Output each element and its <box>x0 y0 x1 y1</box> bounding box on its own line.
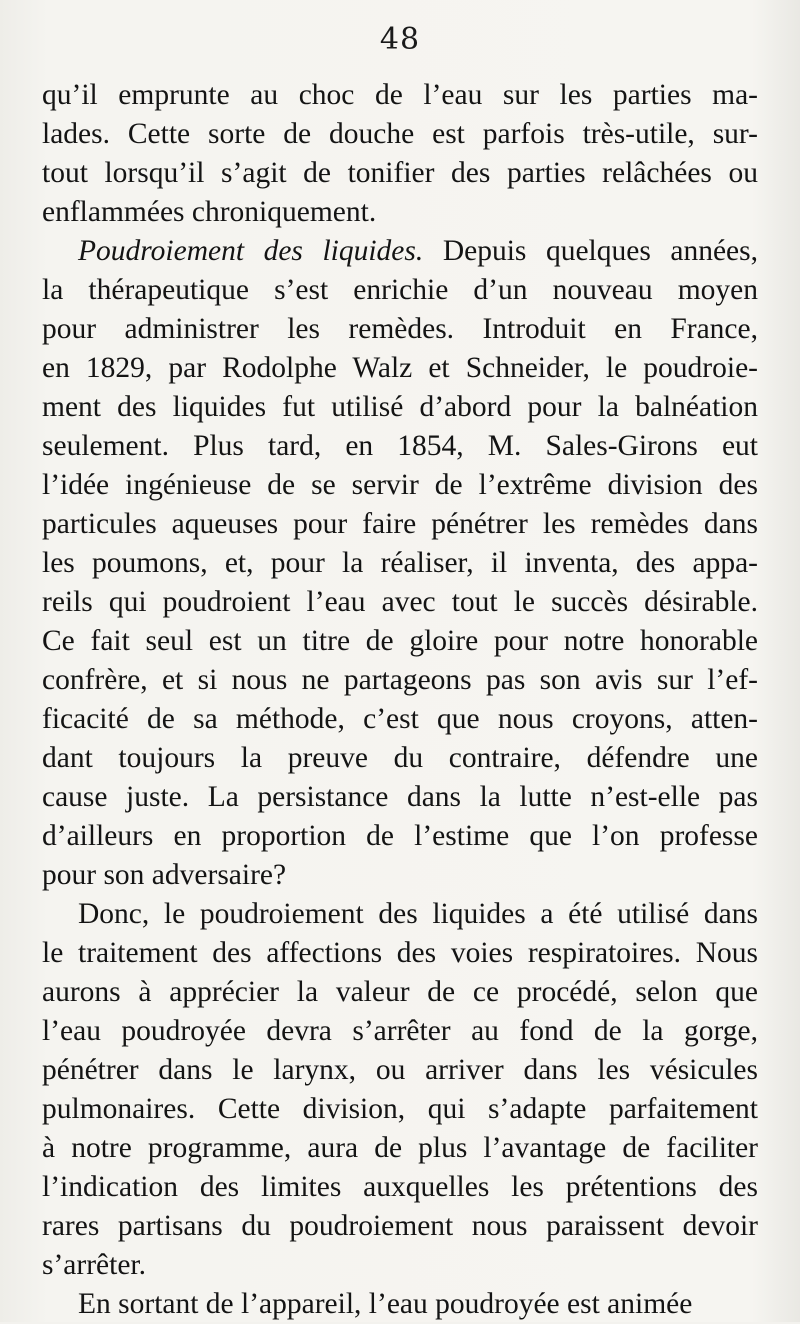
text-line: pour son adversaire? <box>42 859 287 891</box>
text-line: ment des liquides fut utilisé d’abord pour la balnéation <box>42 391 758 423</box>
text-fragment: Depuis quelques années, <box>423 235 758 267</box>
text-line: à notre programme, aura de plus l’avantage de faciliter <box>42 1132 758 1164</box>
text-line: pulmonaires. Cette division, qui s’adapte parfaitement <box>42 1093 758 1125</box>
paragraph-first-line <box>42 232 758 271</box>
text-line: Ce fait seul est un titre de gloire pour notre honorable <box>42 625 758 657</box>
body-text <box>42 76 758 1324</box>
text-line: seulement. Plus tard, en 1854, M. Sales-Girons eut <box>42 430 758 462</box>
text-line: dant toujours la preuve du contraire, défendre une <box>42 742 758 774</box>
text-line: particules aqueuses pour faire pénétrer les remèdes dans <box>42 508 758 540</box>
page-number: 48 <box>379 22 421 57</box>
text-line: en 1829, par Rodolphe Walz et Schneider, le poudroie- <box>42 352 758 384</box>
text-line: rares partisans du poudroiement nous paraissent devoir <box>42 1210 758 1242</box>
paragraph-first-line: En sortant de l’appareil, l’eau poudroyée est animée <box>78 1288 693 1320</box>
text-line: lades. Cette sorte de douche est parfois très-utile, sur- <box>42 118 758 150</box>
text-line: enflammées chroniquement. <box>42 196 377 228</box>
text-line: reils qui poudroient l’eau avec tout le succès désirable. <box>42 586 758 618</box>
text-line: l’indication des limites auxquelles les prétentions des <box>42 1171 758 1203</box>
text-line: la thérapeutique s’est enrichie d’un nouveau moyen <box>42 274 758 306</box>
text-line: tout lorsqu’il s’agit de tonifier des parties relâchées ou <box>42 157 758 189</box>
text-line: ficacité de sa méthode, c’est que nous croyons, atten- <box>42 703 758 735</box>
paragraph-first-line: Donc, le poudroiement des liquides a été utilisé dans <box>78 898 758 930</box>
text-line: qu’il emprunte au choc de l’eau sur les parties ma- <box>42 79 758 111</box>
text-line: pour administrer les remèdes. Introduit en France, <box>42 313 758 345</box>
text-line: cause juste. La persistance dans la lutte n’est-elle pas <box>42 781 758 813</box>
text-line: confrère, et si nous ne partageons pas son avis sur l’ef- <box>42 664 758 696</box>
text-line: le traitement des affections des voies respiratoires. Nous <box>42 937 758 969</box>
text-line: l’idée ingénieuse de se servir de l’extrême division des <box>42 469 758 501</box>
section-heading: Poudroiement des liquides. <box>78 235 424 267</box>
text-line: pénétrer dans le larynx, ou arriver dans les vésicules <box>42 1054 758 1086</box>
text-line: s’arrêter. <box>42 1249 146 1281</box>
text-line: d’ailleurs en proportion de l’estime que l’on professe <box>42 820 758 852</box>
text-line: l’eau poudroyée devra s’arrêter au fond de la gorge, <box>42 1015 758 1047</box>
text-line: les poumons, et, pour la réaliser, il inventa, des appa- <box>42 547 758 579</box>
text-line: aurons à apprécier la valeur de ce procédé, selon que <box>42 976 758 1008</box>
